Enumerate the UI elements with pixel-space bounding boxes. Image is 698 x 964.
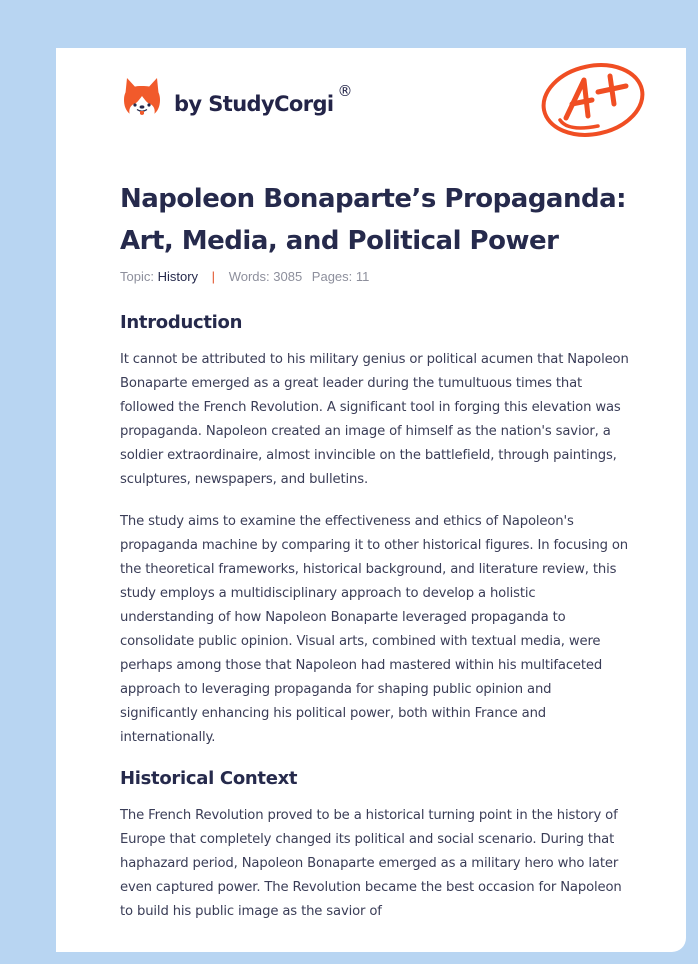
paragraph: The study aims to examine the effectiveness and ethics of Napoleon's propaganda machine by comparing it to other historical figures. In focusing on the theoretical frameworks, historical background, and literature review, this study employs a multidisciplinary approach to develop a holistic understanding of how Napoleon Bonaparte leveraged propaganda to consolidate public opinion. Visual arts, combined with textual media, were perhaps among those that Napoleon had mastered within his multifaceted approach to leveraging propaganda for shaping public opinion and significantly enhancing his political power, both within France and internationally. bbox=[120, 514, 628, 745]
document-body bbox=[120, 310, 632, 924]
section-heading-introduction: Introduction bbox=[120, 312, 243, 333]
a-plus-grade-icon bbox=[538, 58, 648, 140]
section-heading-historical-context: Historical Context bbox=[120, 768, 298, 789]
words-count: 3085 bbox=[273, 269, 303, 284]
words-label: Words: bbox=[228, 269, 270, 284]
brand-name: by StudyCorgi bbox=[174, 92, 334, 116]
brand-logo-link[interactable] bbox=[122, 76, 353, 120]
paragraph: It cannot be attributed to his military genius or political acumen that Napoleon Bonaparte emerged as a great leader during the tumultuous times that followed the French Revolution. A significant tool in forging this elevation was propaganda. Napoleon created an image of himself as the nation's savior, a soldier extraordinaire, almost invincible on the battlefield, through paintings, sculptures, newspapers, and bulletins. bbox=[120, 352, 629, 487]
topic-link[interactable]: History bbox=[157, 269, 199, 284]
document-title: Napoleon Bonaparte’s Propaganda: Art, Media, and Political Power bbox=[120, 184, 627, 256]
document-meta bbox=[120, 269, 369, 284]
document-card bbox=[56, 48, 686, 952]
registered-mark: ® bbox=[337, 82, 353, 100]
topic-label: Topic: bbox=[120, 269, 154, 284]
pages-count: 11 bbox=[355, 269, 370, 284]
corgi-logo-icon bbox=[122, 76, 162, 120]
meta-separator: | bbox=[211, 269, 216, 284]
paragraph: The French Revolution proved to be a historical turning point in the history of Europe that completely changed its political and social scenario. During that haphazard period, Napoleon Bonaparte emerged as a military hero who later even captured power. The Revolution became the best occasion for Napoleon to build his public image as the savior of bbox=[120, 808, 622, 919]
pages-label: Pages: bbox=[311, 269, 353, 284]
